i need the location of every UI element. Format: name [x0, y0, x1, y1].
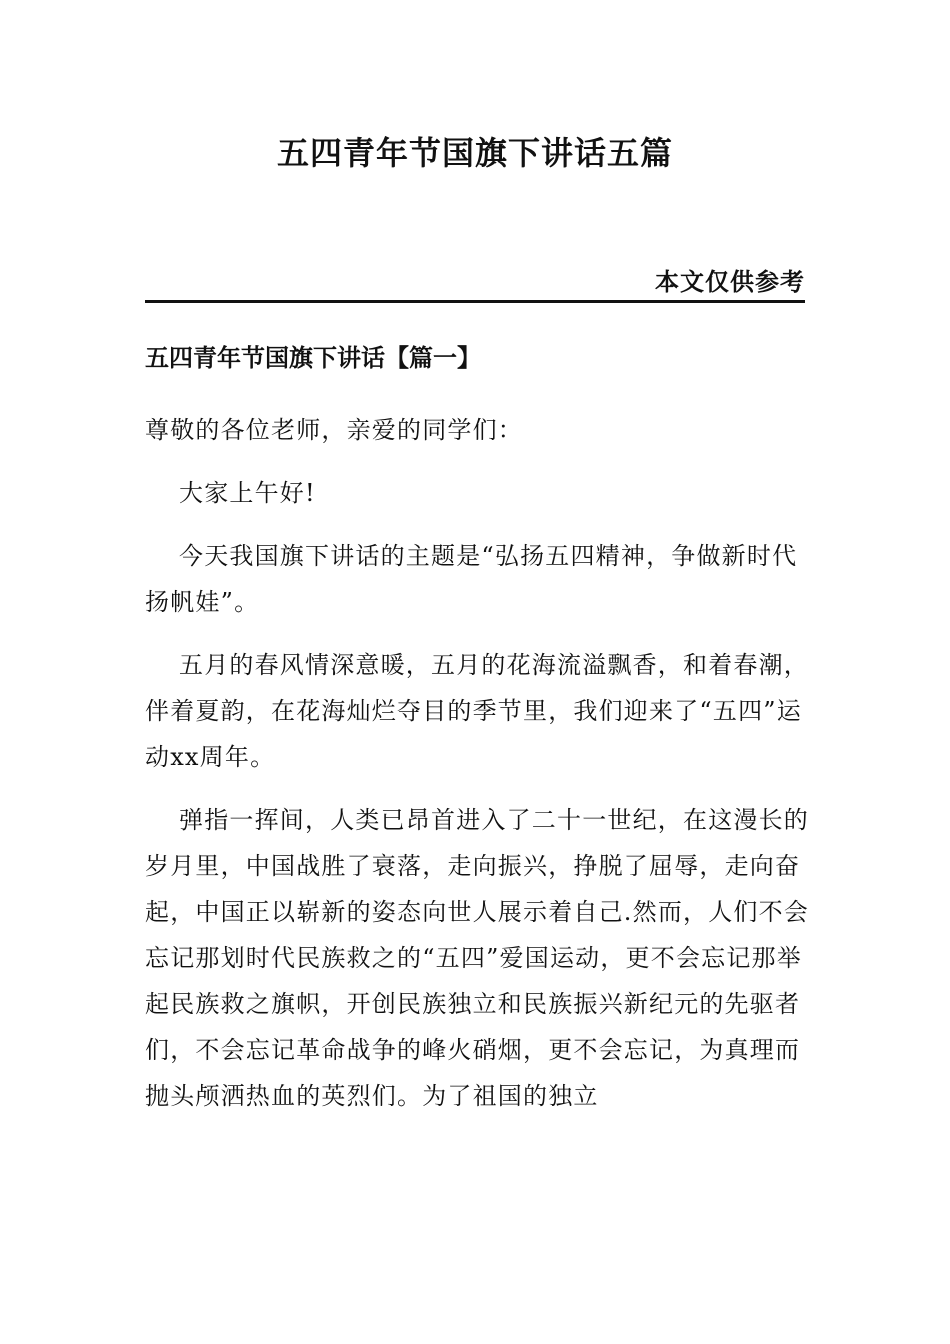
- may-paragraph: 五月的春风情深意暖，五月的花海流溢飘香，和着春潮，伴着夏韵，在花海灿烂夺目的季节里，我们迎来了“五四”运动xx周年。: [145, 651, 809, 771]
- salutation-paragraph: 尊敬的各位老师，亲爱的同学们：: [145, 416, 523, 444]
- document-title: 五四青年节国旗下讲话五篇: [276, 134, 673, 172]
- body-text: [145, 407, 811, 1136]
- header-divider: [145, 300, 805, 303]
- section-heading: 五四青年节国旗下讲话【篇一】: [145, 344, 481, 372]
- disclaimer-note: 本文仅供参考: [655, 268, 805, 296]
- greeting-paragraph: 大家上午好!: [179, 479, 316, 507]
- theme-paragraph: 今天我国旗下讲话的主题是“弘扬五四精神，争做新时代扬帆娃”。: [145, 542, 798, 616]
- history-paragraph: 弹指一挥间，人类已昂首进入了二十一世纪，在这漫长的岁月里，中国战胜了衰落，走向振兴，挣脱了屈辱，走向奋起，中国正以崭新的姿态向世人展示着自己.然而，人们不会忘记那划时代民族救之的“五四”爱国运动，更不会忘记那举起民族救之旗帜，开创民族独立和民族振兴新纪元的先驱者们，不会忘记革命战争的峰火硝烟，更不会忘记，为真理而抛头颅洒热血的英烈们。为了祖国的独立: [145, 806, 810, 1110]
